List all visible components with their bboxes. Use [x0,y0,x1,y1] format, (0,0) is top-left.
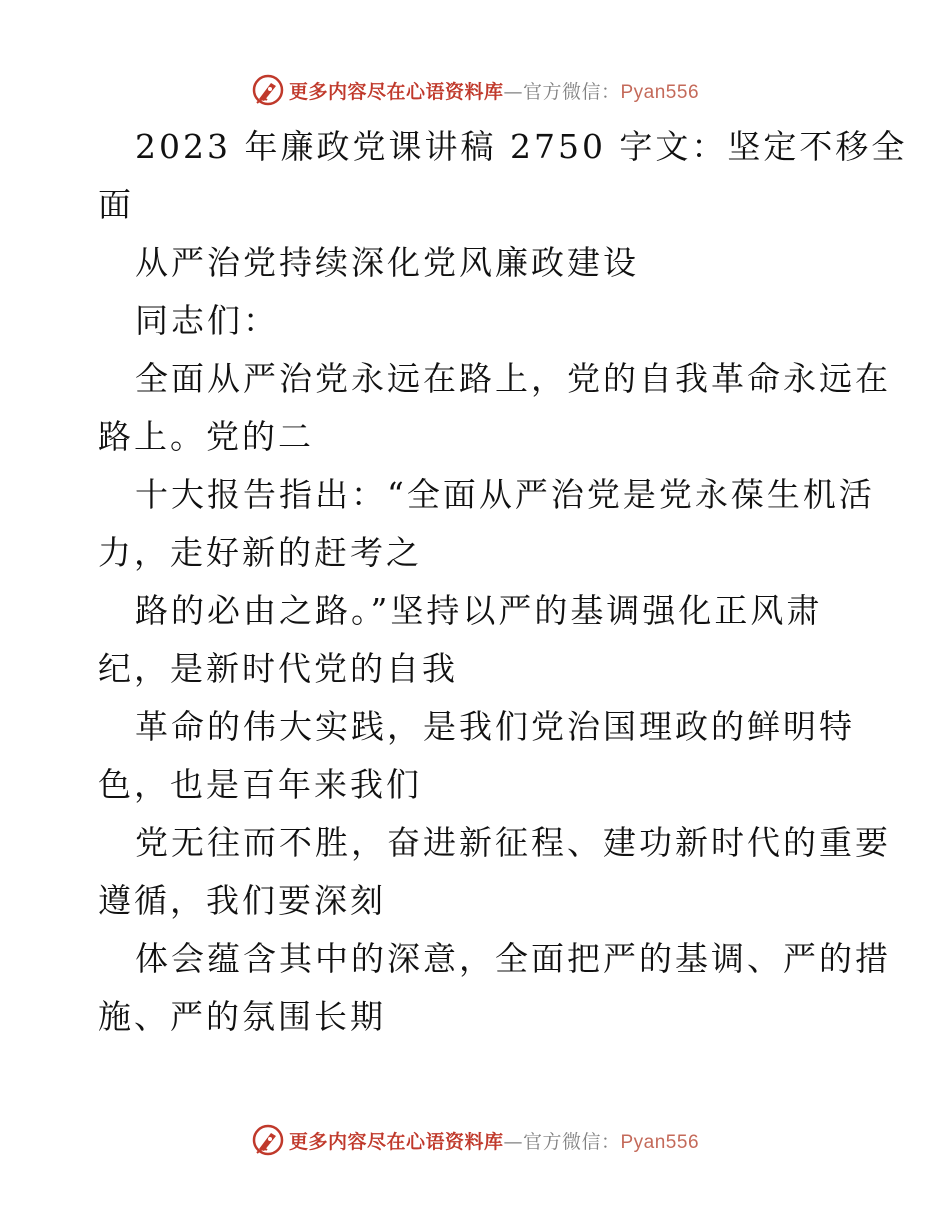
doc-salutation: 同志们： [135,301,279,340]
paragraph-line: 体会蕴含其中的深意，全面把严的基调、严的措 [135,939,891,978]
pen-nib-icon [251,1123,285,1157]
paragraph-line: 施、严的氛围长期 [98,997,386,1036]
watermark-content [251,1123,699,1157]
paragraph-line: 全面从严治党永远在路上，党的自我革命永远在 [135,359,891,398]
paragraph-line: 路上。党的二 [98,417,314,456]
header-watermark [0,70,950,110]
watermark-brand: 更多内容尽在心语资料库 [288,80,504,103]
watermark-brand: 更多内容尽在心语资料库 [288,1130,504,1153]
paragraph-line: 党无往而不胜，奋进新征程、建功新时代的重要 [135,823,891,862]
document-body [98,118,908,1046]
paragraph-line: 十大报告指出：“全面从严治党是党永葆生机活 [135,475,875,514]
paragraph-line: 遵循，我们要深刻 [98,881,386,920]
doc-subtitle: 从严治党持续深化党风廉政建设 [135,243,639,282]
doc-title-line-2: 面 [98,185,134,224]
paragraph-line: 革命的伟大实践，是我们党治国理政的鲜明特 [135,707,855,746]
pen-nib-icon [251,73,285,107]
watermark-text [289,77,699,104]
paragraph-line: 色，也是百年来我们 [98,765,422,804]
footer-watermark [0,1120,950,1160]
watermark-separator: — [503,80,523,103]
watermark-code: Pyan556 [620,1131,700,1153]
watermark-code: Pyan556 [620,81,700,103]
watermark-content [251,73,699,107]
watermark-label: 官方微信： [522,80,621,103]
watermark-separator: — [503,1130,523,1153]
paragraph-line: 力，走好新的赶考之 [98,533,422,572]
watermark-text [289,1127,699,1154]
paragraph-line: 路的必由之路。”坚持以严的基调强化正风肃 [135,591,823,630]
doc-title-line-1: 2023 年廉政党课讲稿 2750 字文：坚定不移全 [135,127,908,166]
watermark-label: 官方微信： [522,1130,621,1153]
paragraph-line: 纪，是新时代党的自我 [98,649,458,688]
